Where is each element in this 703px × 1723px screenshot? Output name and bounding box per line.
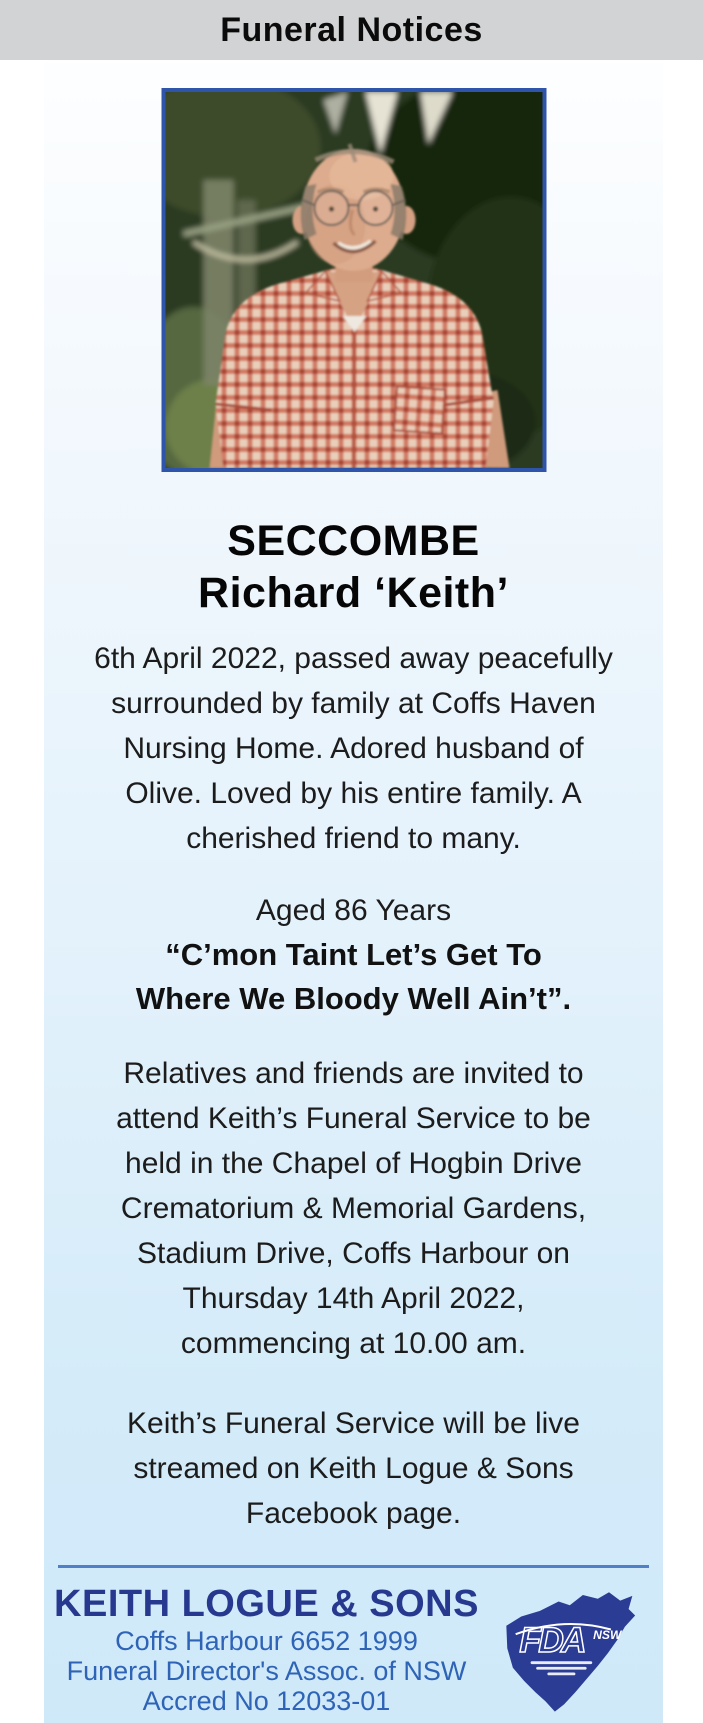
funeral-home-details	[54, 1582, 479, 1716]
text-line: Facebook page.	[245, 1497, 462, 1530]
quote-line: Where We Bloody Well Ain’t”.	[135, 981, 572, 1016]
deceased-given-names: Richard ‘Keith’	[198, 569, 509, 617]
text-line: streamed on Keith Logue & Sons	[133, 1452, 574, 1485]
page-header	[0, 0, 703, 60]
text-line: Olive. Loved by his entire family. A	[125, 777, 582, 810]
deceased-photo	[161, 88, 546, 472]
funeral-home-footer	[44, 1582, 663, 1716]
fda-nsw-logo-icon	[497, 1588, 637, 1714]
logo-fda-text: FDA	[519, 1619, 584, 1660]
service-details-paragraph	[44, 1051, 663, 1366]
deceased-name	[44, 515, 663, 619]
funeral-home-phone: Coffs Harbour 6652 1999	[115, 1626, 418, 1656]
death-announcement-paragraph	[44, 636, 663, 861]
text-line: commencing at 10.00 am.	[180, 1327, 527, 1360]
funeral-home-association: Funeral Director's Assoc. of NSW	[66, 1656, 467, 1686]
age-and-quote	[44, 889, 663, 1021]
text-line: attend Keith’s Funeral Service to be	[116, 1102, 591, 1135]
footer-divider-line	[58, 1565, 649, 1568]
age-line: Aged 86 Years	[255, 894, 452, 927]
portrait-photo-illustration	[165, 92, 542, 468]
page-title: Funeral Notices	[220, 10, 483, 49]
text-line: cherished friend to many.	[186, 822, 521, 855]
deceased-surname: SECCOMBE	[227, 517, 480, 565]
funeral-notice-card	[44, 63, 663, 1723]
text-line: Crematorium & Memorial Gardens,	[120, 1192, 587, 1225]
funeral-home-name: KEITH LOGUE & SONS	[54, 1583, 479, 1625]
text-line: surrounded by family at Coffs Haven	[111, 687, 596, 720]
funeral-home-accreditation: Accred No 12033-01	[142, 1686, 391, 1716]
text-line: held in the Chapel of Hogbin Drive	[125, 1147, 582, 1180]
text-line: Keith’s Funeral Service will be live	[127, 1407, 580, 1440]
text-line: Nursing Home. Adored husband of	[123, 732, 584, 765]
quote-line: “C’mon Taint Let’s Get To	[165, 937, 542, 972]
text-line: 6th April 2022, passed away peacefully	[94, 642, 613, 675]
text-line: Stadium Drive, Coffs Harbour on	[137, 1237, 570, 1270]
fda-nsw-logo	[497, 1588, 637, 1714]
text-line: Thursday 14th April 2022,	[182, 1282, 525, 1315]
text-line: Relatives and friends are invited to	[123, 1057, 584, 1090]
live-stream-paragraph	[44, 1401, 663, 1536]
logo-nsw-text: NSW	[593, 1627, 622, 1642]
